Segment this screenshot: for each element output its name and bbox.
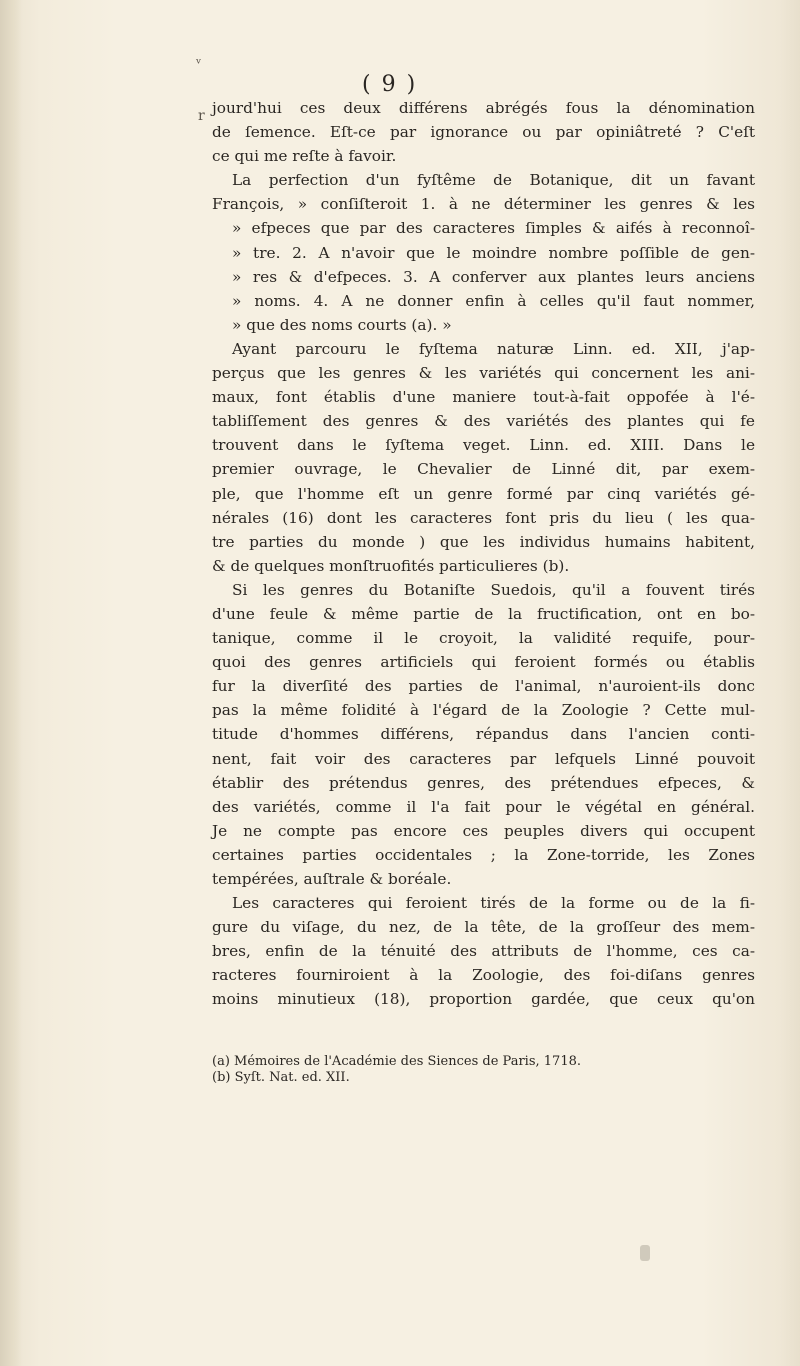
text-line: bres, enfin de la ténuité des attributs de l'homme, ces ca-: [212, 942, 755, 961]
margin-mark-top: ᵛ: [196, 56, 202, 72]
text-line: tempérées, auſtrale & boréale.: [212, 870, 452, 888]
text-line: tanique, comme il le croyoit, la validité requife, pour-: [212, 629, 755, 648]
text-line: établir des prétendus genres, des prétendues efpeces, &: [212, 773, 755, 792]
page-number: ( 9 ): [362, 72, 418, 97]
footnotes: [212, 1054, 755, 1086]
text-line: quoi des genres artificiels qui feroient formés ou établis: [212, 653, 755, 672]
page-gutter: [0, 0, 22, 1366]
text-line: nent, fait voir des caracteres par lefquels Linné pouvoit: [212, 749, 755, 768]
body-text: [212, 96, 755, 1012]
text-line: tre parties du monde ) que les individus humains habitent,: [212, 532, 755, 551]
text-line: racteres fourniroient à la Zoologie, des foi-diſans genres: [212, 966, 755, 985]
text-line: jourd'hui ces deux différens abrégés fous la dénomination: [212, 99, 755, 117]
text-line: » efpeces que par des caracteres ſimples & aifés à reconnoî-: [232, 219, 755, 238]
text-line: pas la même folidité à l'égard de la Zoologie ? Cette mul-: [212, 701, 755, 720]
text-line: ce qui me reſte à favoir.: [212, 147, 397, 166]
text-line: de ſemence. Eſt-ce par ignorance ou par opiniâtreté ? C'eſt: [212, 123, 755, 142]
text-line: trouvent dans le ſyſtema veget. Linn. ed. XIII. Dans le: [212, 436, 755, 455]
text-line: Ayant parcouru le fyſtema naturæ Linn. ed. XII, j'ap-: [232, 339, 755, 358]
text-line: Les caracteres qui feroient tirés de la forme ou de la fi-: [232, 894, 755, 913]
text-line: Si les genres du Botaniſte Suedois, qu'il a fouvent tirés: [232, 580, 755, 599]
margin-mark: r: [198, 108, 205, 124]
text-line: La perfection d'un fyſtême de Botanique, dit un favant: [232, 171, 755, 190]
text-line: certaines parties occidentales ; la Zone-torride, les Zones: [212, 845, 755, 864]
text-line: d'une feule & même partie de la fructification, ont en bo-: [212, 604, 755, 623]
text-line: moins minutieux (18), proportion gardée, que ceux qu'on: [212, 990, 755, 1009]
text-line: François, » conſiſteroit 1. à ne déterminer les genres & les: [212, 195, 755, 214]
text-line: premier ouvrage, le Chevalier de Linné dit, par exem-: [212, 460, 755, 479]
text-line: titude d'hommes différens, répandus dans l'ancien conti-: [212, 725, 755, 744]
text-line: maux, font établis d'une maniere tout-à-fait oppofée à l'é-: [212, 388, 755, 407]
text-line: » res & d'efpeces. 3. A conferver aux plantes leurs anciens: [232, 267, 755, 286]
text-line: gure du viſage, du nez, de la tête, de la groſſeur des mem-: [212, 918, 755, 937]
footnote-b: (b) Syſt. Nat. ed. XII.: [212, 1070, 350, 1085]
text-line: fur la diverſité des parties de l'animal, n'auroient-ils donc: [212, 677, 755, 696]
text-line: des variétés, comme il l'a fait pour le végétal en général.: [212, 797, 755, 816]
footnote-a: (a) Mémoires de l'Académie des Siences de Paris, 1718.: [212, 1054, 581, 1069]
text-line: ple, que l'homme eſt un genre formé par cinq variétés gé-: [212, 484, 755, 503]
text-line: tabliſſement des genres & des variétés des plantes qui fe: [212, 412, 755, 431]
text-line: » que des noms courts (a). »: [232, 315, 452, 334]
text-line: » noms. 4. A ne donner enfin à celles qu'il faut nommer,: [232, 291, 755, 310]
ink-smudge: [640, 1245, 650, 1261]
text-line: nérales (16) dont les caracteres font pris du lieu ( les qua-: [212, 508, 755, 527]
text-line: » tre. 2. A n'avoir que le moindre nombre poſſible de gen-: [232, 243, 755, 262]
text-line: Je ne compte pas encore ces peuples divers qui occupent: [212, 821, 755, 840]
text-line: perçus que les genres & les variétés qui concernent les ani-: [212, 364, 755, 383]
text-line: & de quelques monſtruofités particulieres (b).: [212, 556, 570, 575]
